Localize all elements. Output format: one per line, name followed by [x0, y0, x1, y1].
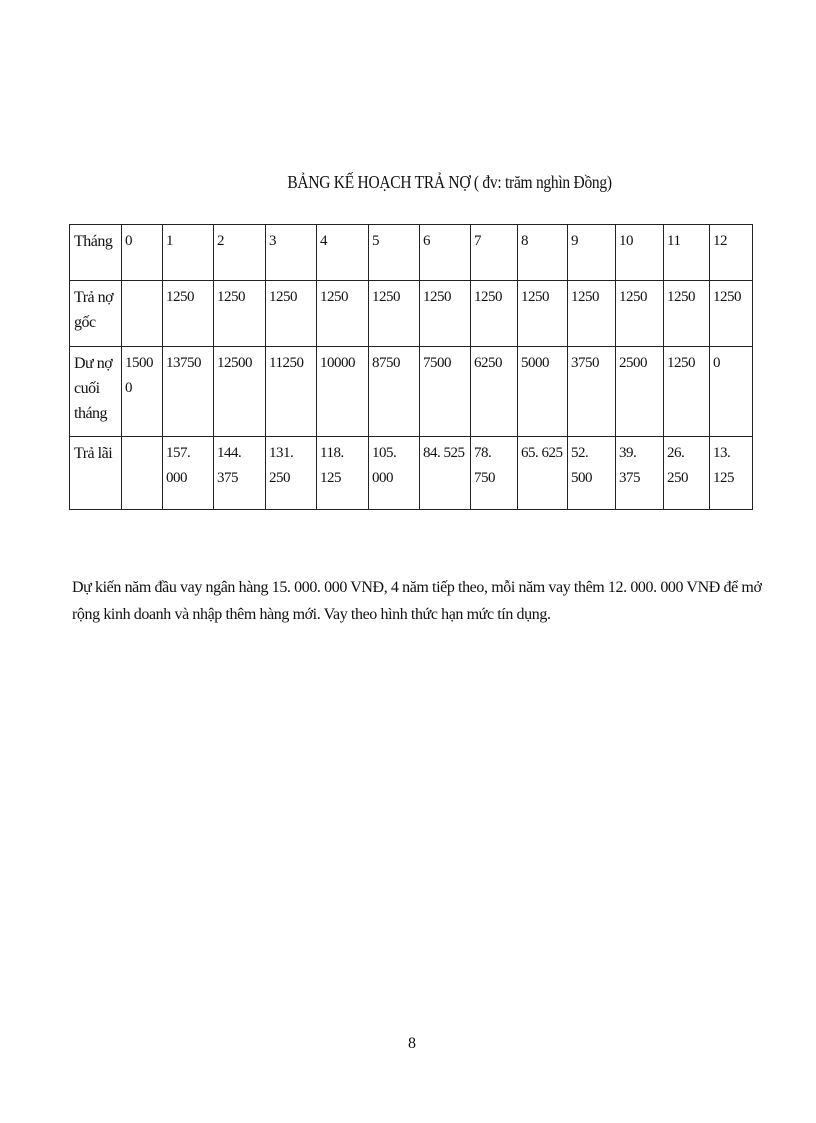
table-cell: 39. 375	[616, 437, 664, 510]
table-cell: 1250	[317, 281, 369, 347]
table-cell: 1250	[710, 281, 753, 347]
table-cell: 1250	[266, 281, 317, 347]
table-cell: 13750	[163, 347, 214, 437]
table-cell: 3	[266, 225, 317, 281]
table-cell: 1250	[664, 347, 710, 437]
table-cell	[122, 281, 163, 347]
page-number: 8	[408, 1035, 416, 1052]
loan-description	[72, 574, 762, 628]
row-header-month: Tháng	[70, 225, 122, 281]
table-cell: 6250	[471, 347, 518, 437]
row-header-interest: Trả lãi	[70, 437, 122, 510]
table-cell: 84. 525	[420, 437, 471, 510]
table-cell: 2	[214, 225, 266, 281]
table-cell: 8	[518, 225, 568, 281]
table-cell: 3750	[568, 347, 616, 437]
table-cell: 7	[471, 225, 518, 281]
loan-description-text: Dự kiến năm đầu vay ngân hàng 15. 000. 000 VNĐ, 4 năm tiếp theo, mỗi năm vay thêm 12. 000. 000 VNĐ để mở rộng kinh doanh và nhập thêm hàng mới. Vay theo hình thức hạn mức tín dụng.	[72, 579, 762, 623]
row-header-principal: Trả nợ gốc	[70, 281, 122, 347]
table-row	[70, 225, 753, 281]
table-cell: 11250	[266, 347, 317, 437]
table-cell: 1250	[420, 281, 471, 347]
table-cell: 52. 500	[568, 437, 616, 510]
table-cell: 1	[163, 225, 214, 281]
document-title: BẢNG KẾ HOẠCH TRẢ NỢ ( đv: trăm nghìn Đồng)	[287, 172, 612, 192]
row-header-balance: Dư nợ cuối tháng	[70, 347, 122, 437]
table-cell: 12500	[214, 347, 266, 437]
table-cell: 118. 125	[317, 437, 369, 510]
table-cell: 1250	[369, 281, 420, 347]
table-cell: 131. 250	[266, 437, 317, 510]
table-cell: 65. 625	[518, 437, 568, 510]
table-cell: 1250	[616, 281, 664, 347]
table-cell: 4	[317, 225, 369, 281]
table-cell: 10000	[317, 347, 369, 437]
table-row	[70, 437, 753, 510]
table-cell: 105. 000	[369, 437, 420, 510]
table-cell: 157. 000	[163, 437, 214, 510]
table-row	[70, 347, 753, 437]
table-cell: 5	[369, 225, 420, 281]
table-cell: 0	[122, 225, 163, 281]
table-cell: 78. 750	[471, 437, 518, 510]
table-cell: 5000	[518, 347, 568, 437]
table-cell: 144. 375	[214, 437, 266, 510]
table-cell: 9	[568, 225, 616, 281]
table-cell: 2500	[616, 347, 664, 437]
table-cell: 7500	[420, 347, 471, 437]
table-cell: 13. 125	[710, 437, 753, 510]
table-cell: 1250	[568, 281, 616, 347]
table-cell: 0	[710, 347, 753, 437]
table-cell: 1250	[163, 281, 214, 347]
table-cell: 6	[420, 225, 471, 281]
table-cell: 26. 250	[664, 437, 710, 510]
table-cell: 1250	[471, 281, 518, 347]
table-cell	[122, 437, 163, 510]
table-cell: 12	[710, 225, 753, 281]
table-cell: 1250	[518, 281, 568, 347]
table-cell: 11	[664, 225, 710, 281]
table-cell: 10	[616, 225, 664, 281]
table-cell: 1250	[214, 281, 266, 347]
table-cell: 15000	[122, 347, 163, 437]
repayment-plan-table	[69, 224, 753, 510]
table-cell: 8750	[369, 347, 420, 437]
table-cell: 1250	[664, 281, 710, 347]
table-row	[70, 281, 753, 347]
